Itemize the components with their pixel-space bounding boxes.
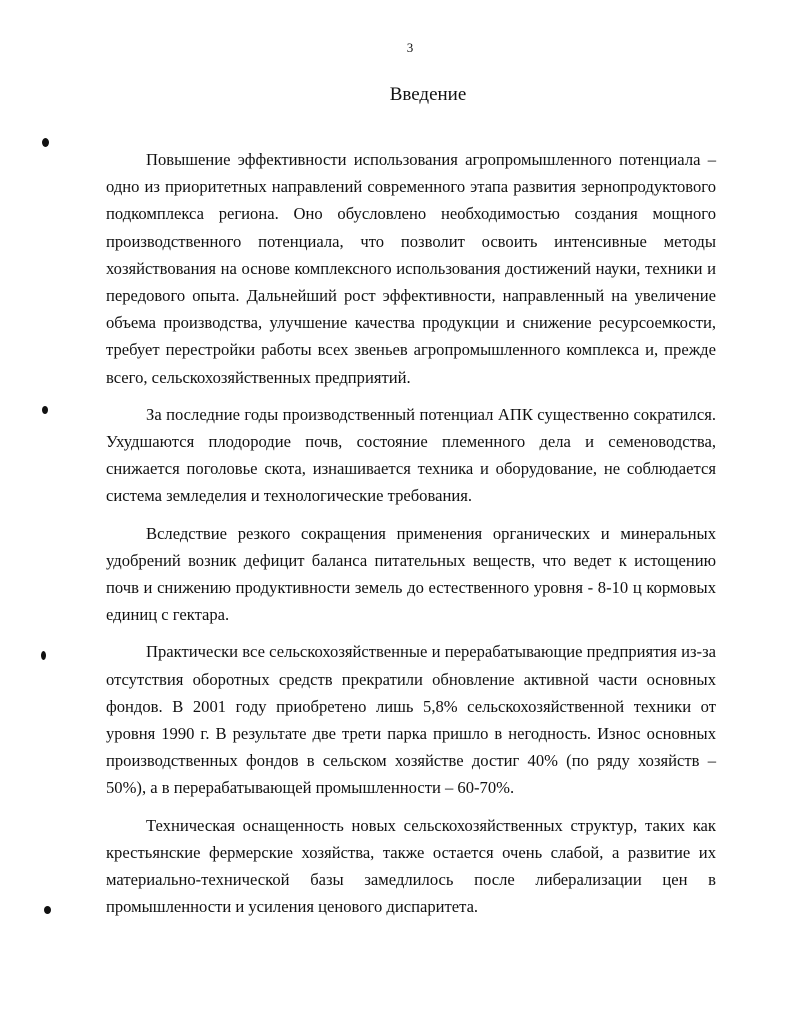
- section-heading: Введение: [389, 84, 467, 105]
- binding-hole-mark: [44, 906, 51, 914]
- paragraph-5: Техническая оснащенность новых сельскохозяйственных структур, таких как крестьянские фермерские хозяйства, также остается очень слабой, а развитие их материально-технической базы замедлилось после либерализации цен в промышленности и усиления ценового диспаритета.: [106, 815, 716, 917]
- paragraph-1: Повышение эффективности использования агропромышленного потенциала – одно из приоритетных направлений современного этапа развития зернопродуктового подкомплекса региона. Оно обусловлено необходимостью создания мощного производственного потенциала, что позволит освоить интенсивные методы хозяйствования на основе комплексного использования достижений науки, техники и передового опыта. Дальнейший рост эффективности, направленный на увеличение объема производства, улучшение качества продукции и снижение ресурсоемкости, требует перестройки работы всех звеньев агропромышленного комплекса и, прежде всего, сельскохозяйственных предприятий.: [106, 150, 716, 387]
- paragraph-4: Практически все сельскохозяйственные и перерабатывающие предприятия из-за отсутствия оборотных средств прекратили обновление активной части основных фондов. В 2001 году приобретено лишь 5,8% сельскохозяйственной техники от уровня 1990 г. В результате две трети парка пришло в негодность. Износ основных производственных фондов в сельском хозяйстве достиг 40% (по ряду хозяйств – 50%), а в перерабатывающей промышленности – 60-70%.: [106, 642, 716, 798]
- paragraph-2: За последние годы производственный потенциал АПК существенно сократился. Ухудшаются плодородие почв, состояние племенного дела и семеноводства, снижается поголовье скота, изнашивается техника и оборудование, не соблюдается система земледелия и технологические требования.: [106, 404, 716, 506]
- body-text: [106, 146, 716, 930]
- paragraph-3: Вследствие резкого сокращения применения органических и минеральных удобрений возник дефицит баланса питательных веществ, что ведет к истощению почв и снижению продуктивности земель до естественного уровня - 8-10 ц кормовых единиц с гектара.: [106, 523, 716, 625]
- binding-hole-mark: [42, 406, 48, 414]
- binding-hole-mark: [42, 138, 49, 147]
- page-number: 3: [406, 40, 414, 55]
- binding-hole-mark: [41, 651, 46, 660]
